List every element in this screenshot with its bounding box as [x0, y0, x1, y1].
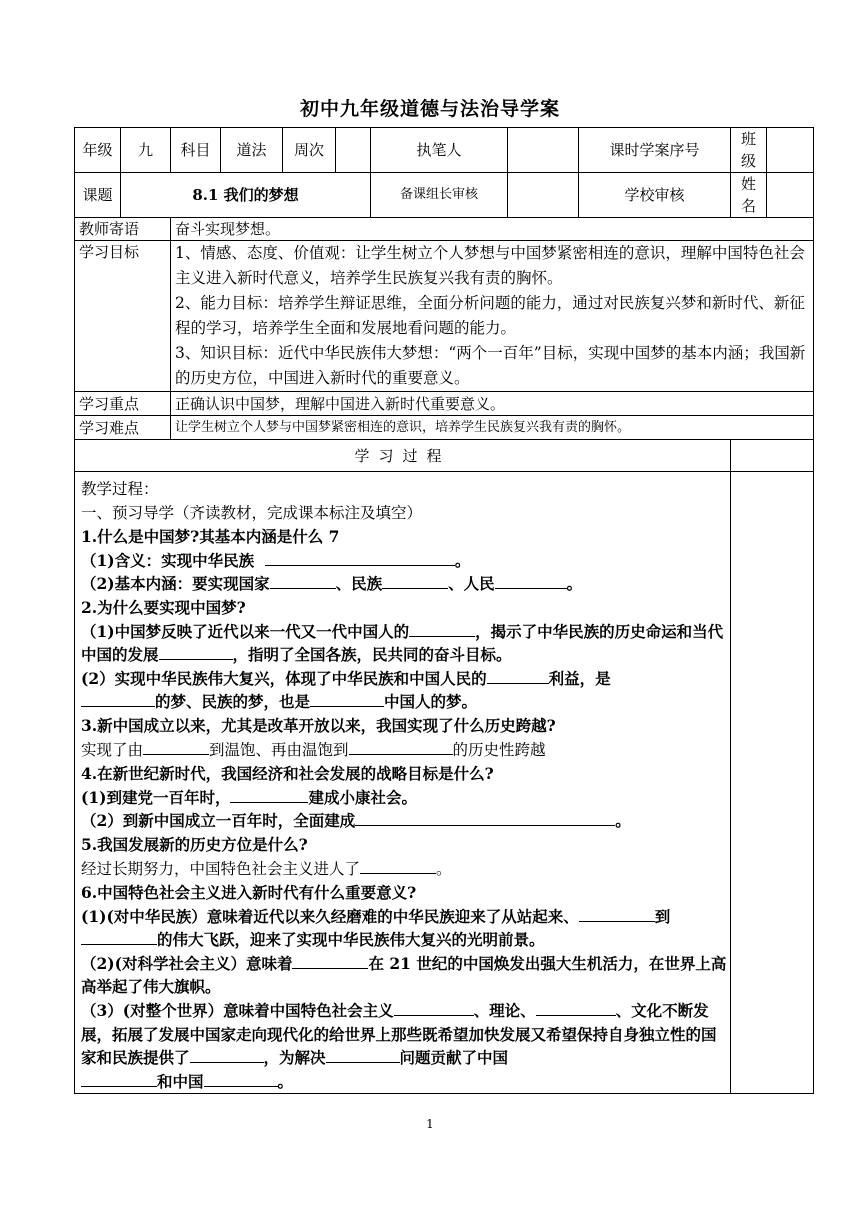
answer-blank[interactable]: [190, 1046, 264, 1063]
question-1: 1.什么是中国梦?其基本内涵是什么 7: [81, 527, 340, 547]
q6b-text: （2)(对科学社会主义）意味着: [81, 953, 293, 973]
q4a-text: 建成小康社会。: [308, 787, 417, 807]
class-value-cell: [767, 128, 814, 173]
key-points-text: 正确认识中国梦，理解中国进入新时代重要意义。: [171, 392, 814, 416]
process-side-cell: [731, 440, 814, 472]
answer-blank[interactable]: [487, 667, 549, 684]
teacher-words-text: 奋斗实现梦想。: [171, 218, 814, 241]
answer-blank[interactable]: [349, 738, 453, 755]
answer-blank[interactable]: [310, 690, 384, 707]
grade-label: 年级: [75, 128, 121, 173]
name-value-cell: [767, 173, 814, 218]
answer-blank[interactable]: [270, 572, 336, 589]
page-title: 初中九年级道德与法治导学案: [299, 98, 560, 120]
week-label: 周次: [283, 128, 336, 173]
answer-blank[interactable]: [159, 643, 233, 660]
teacher-words-label: 教师寄语: [75, 218, 171, 241]
q4b-text: 。: [615, 811, 631, 831]
answer-blank[interactable]: [204, 1070, 278, 1087]
q2a-text: （1)中国梦反映了近代以来一代又一代中国人的: [81, 621, 410, 641]
answer-blank[interactable]: [579, 905, 655, 922]
q6c-text: （3）(对整个世界）意味着中国特色社会主义: [81, 1001, 394, 1021]
question-2: 2.为什么要实现中国梦?: [81, 597, 246, 617]
question-5: 5.我国发展新的历史方位是什么?: [81, 834, 308, 854]
answer-blank[interactable]: [409, 620, 475, 637]
answer-blank[interactable]: [382, 572, 448, 589]
goals-text: [171, 241, 814, 392]
question-6: 6.中国特色社会主义进入新时代有什么重要意义?: [81, 883, 417, 903]
q2b-text: 中国人的梦。: [384, 692, 478, 712]
name-label: 姓名: [731, 173, 767, 218]
answer-blank[interactable]: [394, 999, 474, 1016]
answer-blank[interactable]: [81, 928, 157, 945]
review-leader-label: 备课组长审核: [371, 173, 508, 218]
q6b-text: 在 21 世纪的中国焕发出强大生机活力，在世界上高高举起了伟大旗帜。: [81, 953, 727, 997]
school-review-label: 学校审核: [579, 173, 731, 218]
goal-item: 1、情感、态度、价值观：让学生树立个人梦想与中国梦紧密相连的意识，理解中国特色社会主义进入新时代意义，培养学生民族复兴我有责的胸怀。: [175, 244, 805, 287]
answer-blank[interactable]: [81, 1070, 157, 1087]
q2b-text: 的梦、民族的梦，也是: [155, 692, 311, 712]
page-number: 1: [426, 1117, 434, 1131]
q1b-text: 、人民: [448, 574, 495, 594]
q2b-text: 利益，是: [548, 668, 611, 688]
q3a-text: 的历史性跨越: [452, 740, 546, 759]
writer-label: 执笔人: [371, 128, 508, 173]
q6c-text: 、理论、: [473, 1001, 536, 1021]
q6c-text: 和中国: [157, 1071, 204, 1091]
difficulties-label: 学习难点: [75, 416, 171, 440]
answer-blank[interactable]: [355, 809, 615, 826]
answer-blank[interactable]: [265, 549, 455, 566]
q3a-text: 实现了由: [81, 740, 144, 759]
class-label: 班级: [731, 128, 767, 173]
q2a-text: ，揭示了中华民族的历史命运和当代中国的发展: [81, 621, 724, 665]
answer-blank[interactable]: [326, 1046, 400, 1063]
q3a-text: 到温饱、再由温饱到: [209, 740, 349, 759]
question-4: 4.在新世纪新时代，我国经济和社会发展的战略目标是什么?: [81, 764, 494, 784]
q1b-text: （2)基本内涵：要实现国家: [81, 574, 270, 594]
key-points-label: 学习重点: [75, 392, 171, 416]
grade-value: 九: [121, 128, 171, 173]
review-leader-value-cell: [508, 173, 579, 218]
q4b-text: （2）到新中国成立一百年时，全面建成: [81, 811, 356, 831]
difficulties-text: 让学生树立个人梦与中国梦紧密相连的意识，培养学生民族复兴我有责的胸怀。: [171, 416, 814, 440]
subject-label: 科目: [171, 128, 221, 173]
q5a-text: 。: [436, 859, 452, 878]
q5a-text: 经过长期努力，中国特色社会主义进人了: [81, 859, 361, 878]
answer-blank[interactable]: [81, 690, 155, 707]
answer-blank[interactable]: [230, 786, 308, 803]
answer-blank[interactable]: [292, 952, 368, 969]
q6c-text: 。: [277, 1071, 294, 1091]
q1a-end: 。: [454, 550, 471, 570]
writer-value-cell: [508, 128, 579, 173]
topic-label: 课题: [75, 173, 121, 218]
goals-label: 学习目标: [75, 241, 171, 392]
answer-blank[interactable]: [536, 999, 616, 1016]
q6c-text: ，为解决: [263, 1048, 326, 1068]
q1b-text: 。: [566, 574, 583, 594]
week-value-cell: [336, 128, 371, 173]
answer-blank[interactable]: [495, 572, 567, 589]
q6a-text: (1)(对中华民族）意味着近代以来久经磨难的中华民族迎来了从站起来、: [81, 906, 579, 926]
q6a-text: 到: [654, 906, 671, 926]
part-heading: 一、预习导学（齐读教材，完成课本标注及填空）: [81, 503, 423, 522]
answer-blank[interactable]: [360, 857, 436, 874]
q6a-text: 的伟大飞跃，迎来了实现中华民族伟大复兴的光明前景。: [157, 930, 545, 950]
lesson-plan-table: [74, 127, 814, 1094]
lesson-no-label: 课时学案序号: [579, 128, 731, 173]
subject-value: 道法: [221, 128, 283, 173]
process-content: [75, 472, 731, 1094]
q2b-text: (2）实现中华民族伟大复兴，体现了中华民族和中国人民的: [81, 668, 487, 688]
q2a-text: ，指明了全国各族，民共同的奋斗目标。: [232, 645, 512, 665]
q1a-text: （1)含义：实现中华民族: [81, 550, 255, 570]
process-side-column: [731, 472, 814, 1094]
q4a-text: (1)到建党一百年时，: [81, 787, 231, 807]
q6c-text: 问题贡献了中国: [399, 1048, 509, 1068]
q6c-text: 、文化不断发展，拓展了发展中国家走向现代化的给世界上那些既希望加快发展又希望保持自身独立性的国家和民族提供了: [81, 1001, 717, 1068]
process-heading: 学习过程: [75, 440, 731, 472]
q1b-text: 、民族: [335, 574, 383, 594]
question-3: 3.新中国成立以来，尤其是改革开放以来，我国实现了什么历史跨越?: [81, 715, 556, 735]
topic-value: 8.1 我们的梦想: [121, 173, 371, 218]
answer-blank[interactable]: [143, 738, 209, 755]
process-intro: 教学过程：: [81, 480, 159, 498]
goal-item: 3、知识目标：近代中华民族伟大梦想：“两个一百年”目标，实现中国梦的基本内涵；我国新的历史方位，中国进入新时代的重要意义。: [175, 344, 806, 387]
goal-item: 2、能力目标：培养学生辩证思维，全面分析问题的能力，通过对民族复兴梦和新时代、新征程的学习，培养学生全面和发展地看问题的能力。: [175, 294, 805, 337]
